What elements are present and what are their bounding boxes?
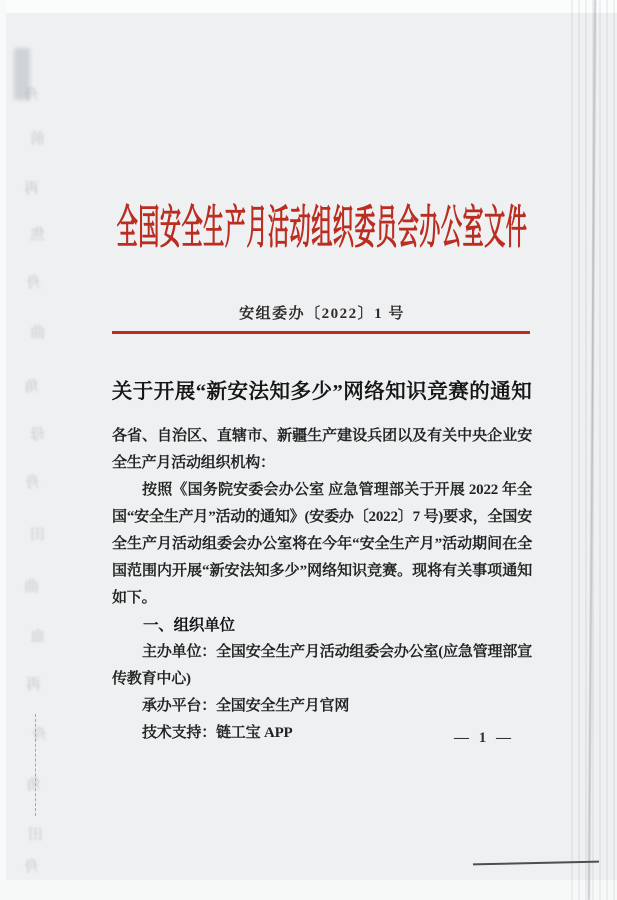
bleed-mark: 血 bbox=[30, 629, 46, 645]
notice-title: 关于开展“新安法知多少”网络知识竞赛的通知 bbox=[111, 381, 533, 403]
bleed-mark: 角 bbox=[24, 379, 40, 395]
bleed-mark: 舟 bbox=[24, 859, 40, 875]
bleed-mark: 舟 bbox=[32, 727, 48, 743]
body-paragraph-salutation: 各省、自治区、直辖市、新疆生产建设兵团以及有关中央企业安全生产月活动组织机构： bbox=[112, 428, 532, 471]
page-number: — 1 — bbox=[454, 730, 514, 746]
bleed-mark: 母 bbox=[30, 427, 46, 443]
document-content bbox=[112, 0, 532, 900]
bleed-mark: 田 bbox=[30, 527, 46, 543]
bleed-mark: 曲 bbox=[30, 325, 46, 341]
bleed-mark: 舟 bbox=[26, 275, 42, 291]
bleed-mark: 再 bbox=[26, 677, 42, 693]
bleed-mark: 舟 bbox=[24, 87, 40, 103]
bleed-mark: 前 bbox=[30, 131, 46, 147]
body-paragraph: 技术支持：链工宝 APP bbox=[142, 725, 293, 741]
body-paragraph: 承办平台：全国安全生产月官网 bbox=[142, 698, 350, 714]
bleed-mark: 田 bbox=[28, 827, 44, 843]
section-heading: 一、组织单位 bbox=[143, 617, 235, 634]
scan-edge-left bbox=[0, 0, 6, 900]
letterhead-title: 全国安全生产月活动组织委员会办公室文件 bbox=[116, 202, 528, 253]
bleed-mark: 角 bbox=[26, 777, 42, 793]
bleed-mark: 舟 bbox=[25, 475, 41, 491]
document-number: 安组委办〔2022〕1 号 bbox=[239, 306, 405, 322]
red-separator-rule bbox=[112, 331, 530, 334]
body-paragraph: 主办单位：全国安全生产月活动组委会办公室(应急管理部宣传教育中心) bbox=[112, 644, 532, 687]
bleed-mark: 焦 bbox=[30, 227, 46, 243]
body-paragraph: 按照《国务院安委会办公室 应急管理部关于开展 2022 年全国“安全生产月”活动的通知》(安委办〔2022〕7 号)要求，全国安全生产月活动组委会办公室将在今年“安全生产月”活动期间在全国范围内开展“新安法知多少”网络知识竞赛。现将有关事项通知如下。 bbox=[112, 482, 532, 606]
bleed-mark: 曲 bbox=[24, 579, 40, 595]
bleed-mark: 再 bbox=[24, 181, 40, 197]
body-text bbox=[112, 423, 532, 747]
